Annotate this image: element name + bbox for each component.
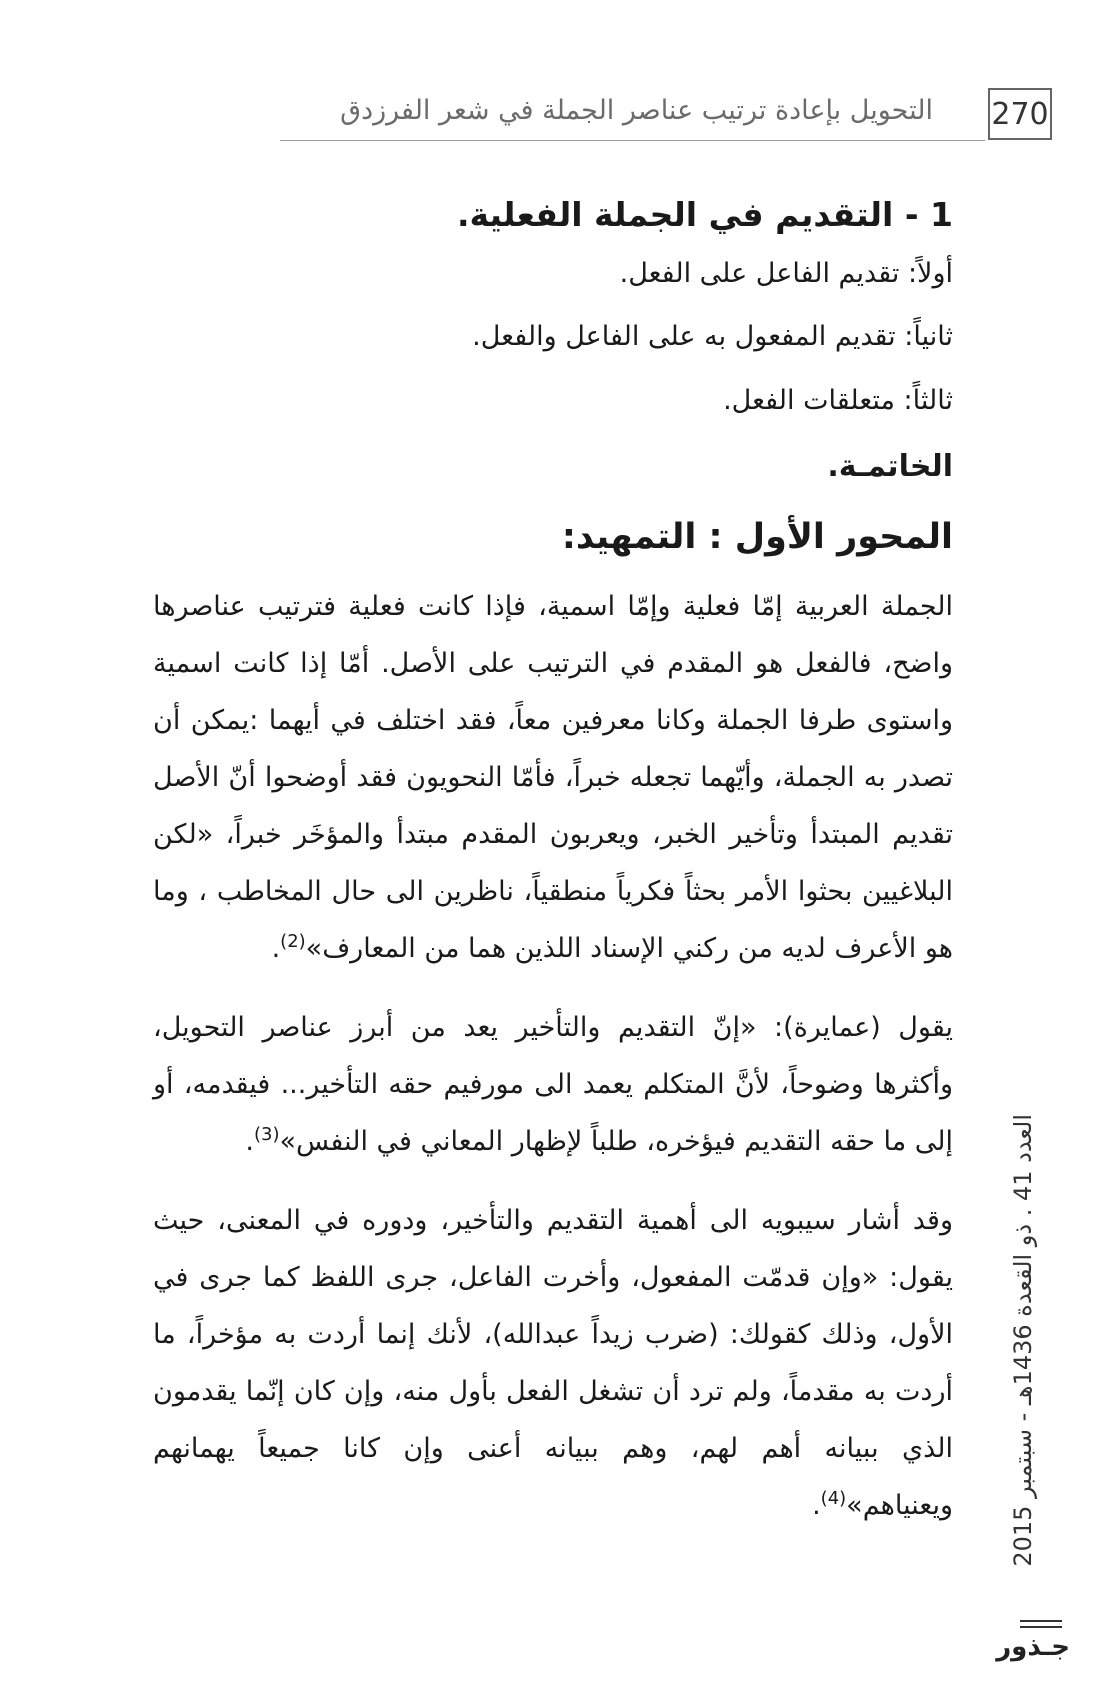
end-mark: . (245, 1125, 254, 1157)
header-divider (280, 140, 985, 141)
axis-heading: المحور الأول : التمهيد: (561, 517, 953, 557)
section-heading: 1 - التقديم في الجملة الفعلية. (456, 195, 953, 234)
body-paragraph (153, 999, 953, 1170)
footnote-ref: (3) (253, 1123, 280, 1145)
issue-sidebar (998, 1070, 1048, 1610)
end-mark: . (271, 932, 281, 964)
journal-rule (1020, 1620, 1062, 1622)
outline-item-third: ثالثاً: متعلقات الفعل. (723, 384, 953, 416)
paragraph-text: الجملة العربية إمّا فعلية وإمّا اسمية، فإذا كانت فعلية فترتيب عناصرها واضح، فالفعل هو المقدم في الترتيب على الأصل. أمّا إذا كانت اسمية واستوى طرفا الجملة وكانا معرفين معاً، فقد اختلف في أيهما :يمكن أن تصدر به الجملة، وأيّهما تجعله خبراً، فأمّا النحويون فقد أوضحوا أنّ الأصل تقديم المبتدأ وتأخير الخبر، ويعربون المقدم مبتدأ والمؤخَر خبراً، «لكن البلاغيين بحثوا الأمر بحثاً فكرياً منطقياً، ناظرين الى حال المخاطب ، وما هو الأعرف لديه من ركني الإسناد اللذين هما من المعارف» (153, 590, 953, 964)
page-number-box: 270 (988, 88, 1052, 140)
running-title: التحويل بإعادة ترتيب عناصر الجملة في شعر الفرزدق (340, 95, 933, 126)
paragraph-text: يقول (عمايرة): «إنّ التقديم والتأخير يعد من أبرز عناصر التحويل، وأكثرها وضوحاً، لأنَّ المتكلم يعمد الى مورفيم حقه التأخير... فيقدمه، أو إلى ما حقه التقديم فيؤخره، طلباً لإظهار المعاني في النفس» (153, 1011, 953, 1157)
outline-item-second: ثانياً: تقديم المفعول به على الفاعل والفعل. (472, 321, 953, 352)
paragraph-text: وقد أشار سيبويه الى أهمية التقديم والتأخير، ودوره في المعنى، حيث يقول: «وإن قدمّت المفعول، وأخرت الفاعل، جرى اللفظ كما جرى في الأول، وذلك كقولك: (ضرب زيداً عبدالله)، لأنك إنما أردت به مؤخراً، ما أردت به مقدماً، ولم ترد أن تشغل الفعل بأول منه، وإن كان إنّما يقدمون الذي ببيانه أهم لهم، وهم ببيانه أعنى وإن كانا جميعاً يهمانهم ويعنياهم» (153, 1204, 953, 1521)
footnote-ref: (2) (280, 930, 306, 952)
outline-item-first: أولاً: تقديم الفاعل على الفعل. (619, 257, 953, 289)
conclusion-heading: الخاتمـة. (827, 449, 953, 484)
main-content (153, 190, 953, 1556)
footnote-ref: (4) (820, 1487, 847, 1509)
end-mark: . (812, 1489, 821, 1521)
journal-logo: جـذور (996, 1632, 1070, 1662)
body-paragraph (153, 1192, 953, 1534)
issue-info: العدد 41 . ذو القعدة 1436هـ - سبتمبر 2015 (1009, 1113, 1037, 1567)
body-paragraph (153, 578, 953, 977)
journal-rule (1020, 1626, 1062, 1628)
